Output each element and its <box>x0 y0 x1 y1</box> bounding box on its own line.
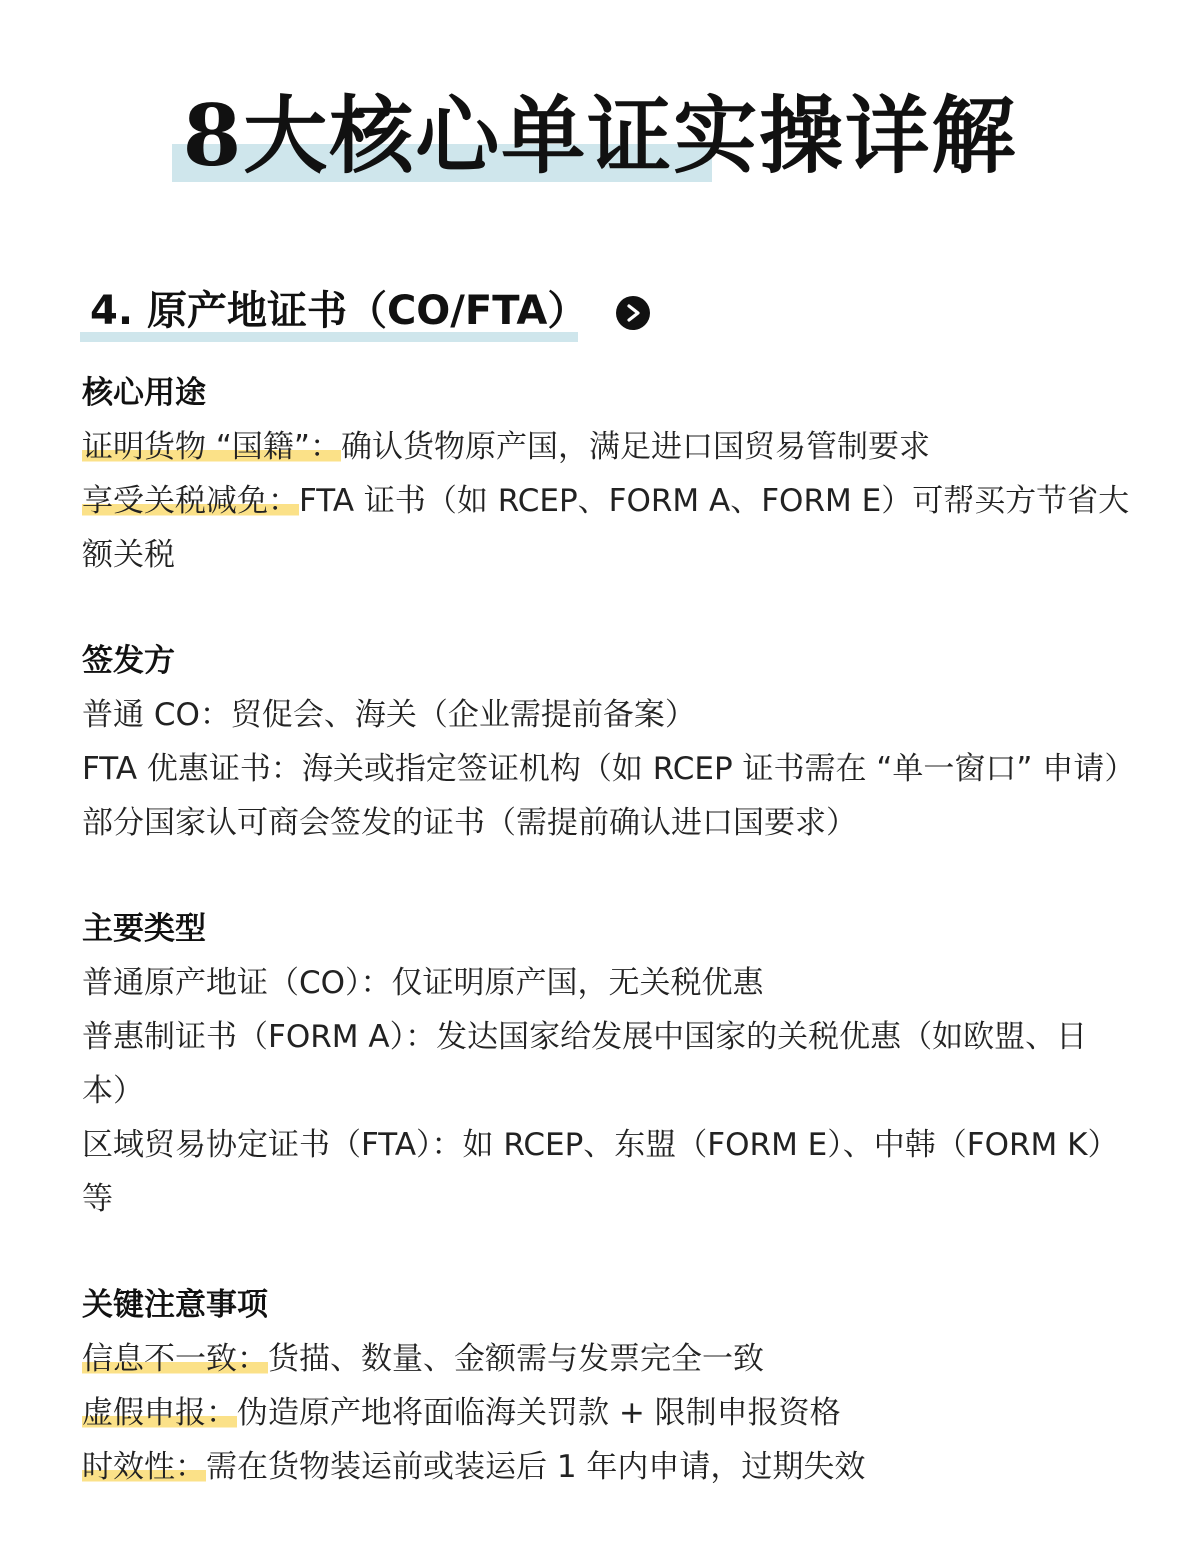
group-key-notes <box>82 1278 1132 1494</box>
group-heading: 主要类型 <box>82 911 206 947</box>
item-text: 货描、数量、金额需与发票完全一致 <box>268 1341 764 1377</box>
list-item <box>82 1332 1132 1386</box>
list-item: FTA 优惠证书：海关或指定签证机构（如 RCEP 证书需在 “单一窗口” 申请） <box>82 751 1136 787</box>
content <box>82 366 1136 1546</box>
item-text: 伪造原产地将面临海关罚款 + 限制申报资格 <box>237 1395 841 1431</box>
group-core-use <box>82 366 1132 582</box>
section-title: 4. 原产地证书（CO/FTA） <box>90 288 588 334</box>
item-text: 需在货物装运前或装运后 1 年内申请，过期失效 <box>206 1449 866 1485</box>
list-item: 部分国家认可商会签发的证书（需提前确认进口国要求） <box>82 805 857 841</box>
list-item <box>82 1440 1132 1494</box>
item-text: FTA 证书（如 RCEP、FORM A、FORM E）可帮买方节省大额关税 <box>82 483 1130 573</box>
group-main-types <box>82 902 1132 1226</box>
list-item: 区域贸易协定证书（FTA）：如 RCEP、东盟（FORM E）、中韩（FORM K）等 <box>82 1127 1119 1217</box>
highlighted-label: 虚假申报： <box>82 1395 237 1431</box>
list-item: 普惠制证书（FORM A）：发达国家给发展中国家的关税优惠（如欧盟、日本） <box>82 1019 1088 1109</box>
arrow-right-circle-icon <box>616 296 650 330</box>
group-heading: 核心用途 <box>82 375 206 411</box>
highlighted-label: 信息不一致： <box>82 1341 268 1377</box>
highlighted-label: 时效性： <box>82 1449 206 1485</box>
list-item <box>82 474 1132 582</box>
title-container <box>0 80 1200 192</box>
group-heading: 签发方 <box>82 643 175 679</box>
list-item <box>82 420 1132 474</box>
list-item <box>82 1386 1132 1440</box>
highlighted-label: 证明货物 “国籍”： <box>82 429 341 465</box>
list-item: 普通 CO：贸促会、海关（企业需提前备案） <box>82 697 696 733</box>
highlighted-label: 享受关税减免： <box>82 483 299 519</box>
list-item: 普通原产地证（CO）：仅证明原产国，无关税优惠 <box>82 965 764 1001</box>
group-issuer <box>82 634 1136 850</box>
group-heading: 关键注意事项 <box>82 1287 268 1323</box>
page-title: 8大核心单证实操详解 <box>182 86 1018 185</box>
item-text: 确认货物原产国，满足进口国贸易管制要求 <box>340 429 930 465</box>
